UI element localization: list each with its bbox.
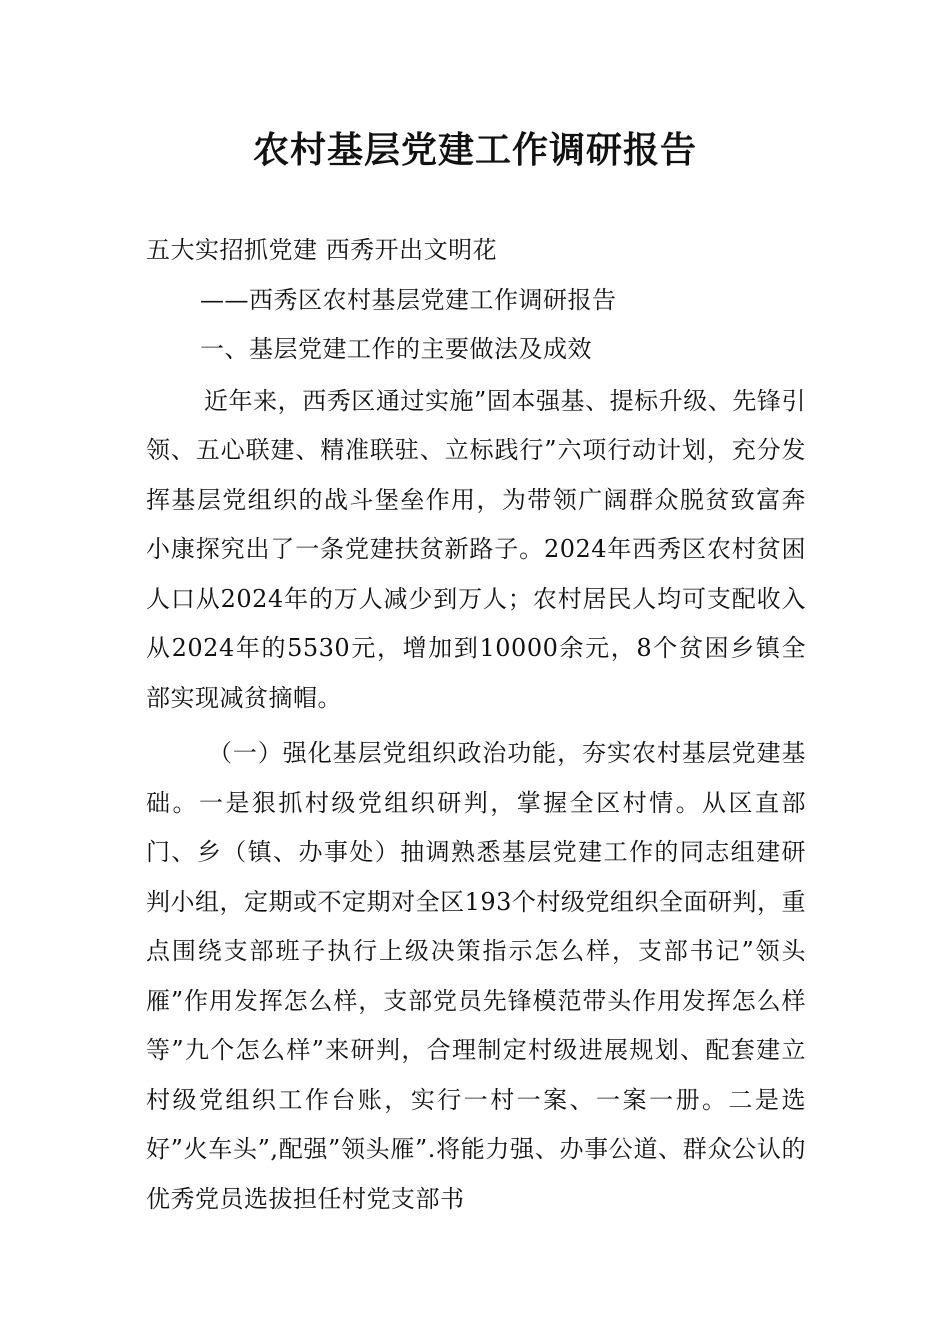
document-body xyxy=(146,226,806,1224)
article-heading: 五大实招抓党建 西秀开出文明花 xyxy=(146,236,498,264)
body-paragraph: （一）强化基层党组织政治功能，夯实农村基层党建基础。一是狠抓村级党组织研判，掌握全区村情。从区直部门、乡（镇、办事处）抽调熟悉基层党建工作的同志组建研判小组，定期或不定期对全区193个村级党组织全面研判，重点围绕支部班子执行上级决策指示怎么样，支部书记”领头雁”作用发挥怎么样，支部党员先锋模范带头作用发挥怎么样等”九个怎么样”来研判，合理制定村级进展规划、配套建立村级党组织工作台账，实行一村一案、一案一册。二是选好”火车头”,配强”领头雁”.将能力强、办事公道、群众公认的优秀党员选拔担任村党支部书 xyxy=(146,739,806,1213)
body-paragraph: 近年来，西秀区通过实施”固本强基、提标升级、先锋引领、五心联建、精准联驻、立标践行”六项行动计划，充分发挥基层党组织的战斗堡垒作用，为带领广阔群众脱贫致富奔小康探究出了一条党建扶贫新路子。2024年西秀区农村贫困人口从2024年的万人减少到万人；农村居民人均可支配收入从2024年的5530元，增加到10000余元，8个贫困乡镇全部实现减贫摘帽。 xyxy=(146,386,806,712)
section-heading: 一、基层党建工作的主要做法及成效 xyxy=(200,335,592,363)
document-title: 农村基层党建工作调研报告 xyxy=(252,130,697,171)
article-subheading: ——西秀区农村基层党建工作调研报告 xyxy=(200,285,617,314)
